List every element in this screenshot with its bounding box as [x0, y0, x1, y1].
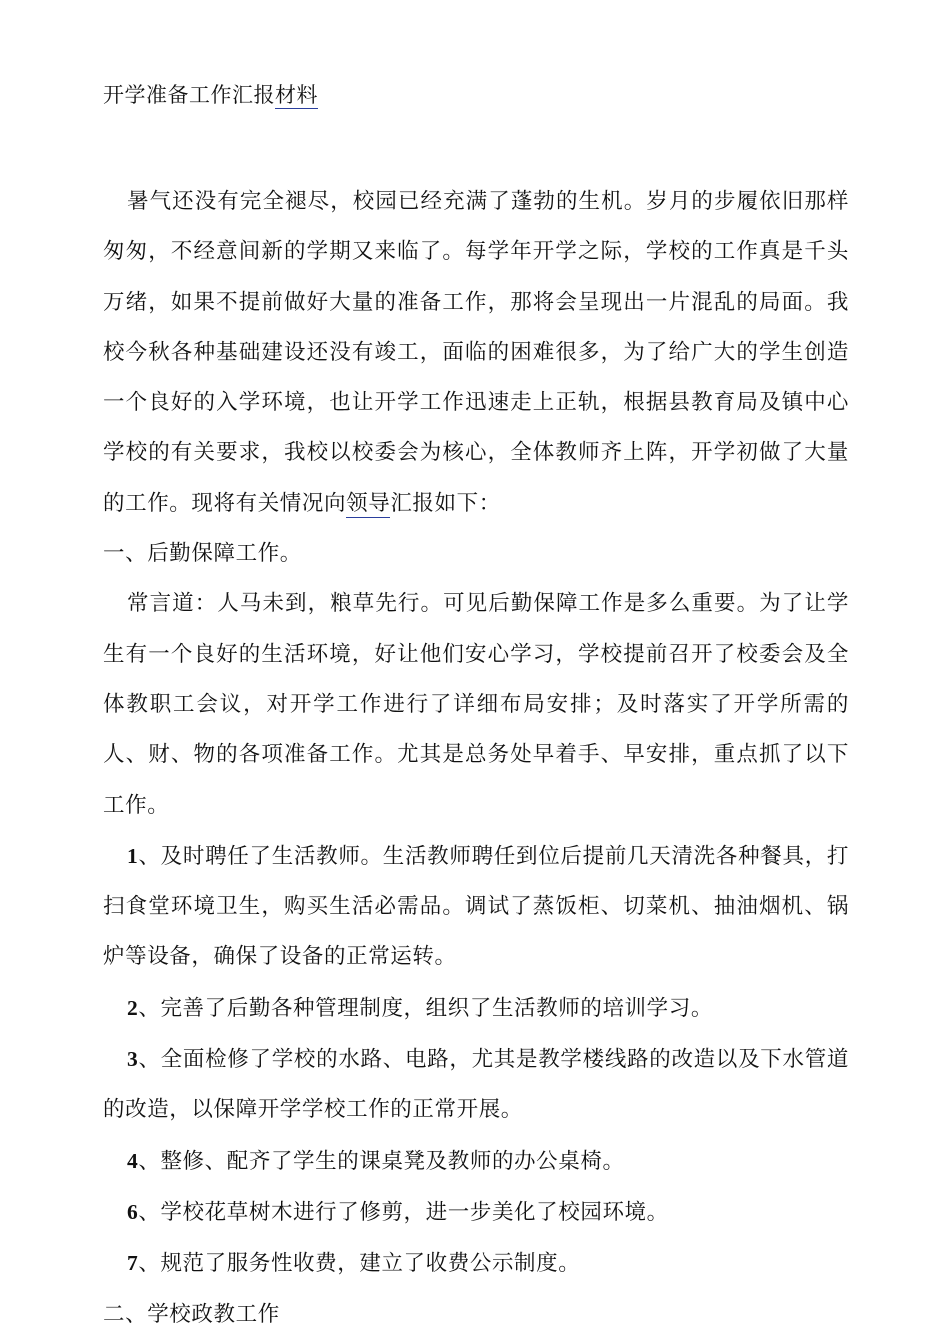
item-text: 、及时聘任了生活教师。生活教师聘任到位后提前几天清洗各种餐具，打扫食堂环境卫生，购买生活必需品。调试了蒸饭柜、切菜机、抽油烟机、锅炉等设备，确保了设备的正常运转。 — [103, 843, 849, 970]
item-number: 7 — [127, 1251, 139, 1276]
intro-text: 暑气还没有完全褪尽，校园已经充满了蓬勃的生机。岁月的步履依旧那样匆匆，不经意间新的学期又来临了。每学年开学之际，学校的工作真是千头万绪，如果不提前做好大量的准备工作，那将会呈现出一片混乱的局面。我校今秋各种基础建设还没有竣工，面临的困难很多，为了给广大的学生创造一个良好的入学环境，也让开学工作迅速走上正轨，根据县教育局及镇中心学校的有关要求，我校以校委会为核心，全体教师齐上阵，开学初做了大量的工作。现将有关情况向 — [103, 189, 849, 516]
section1-intro-paragraph: 常言道：人马未到，粮草先行。可见后勤保障工作是多么重要。为了让学生有一个良好的生活环境，好让他们安心学习，学校提前召开了校委会及全体教职工会议，对开学工作进行了详细布局安排；及时落实了开学所需的人、财、物的各项准备工作。尤其是总务处早着手、早安排，重点抓了以下工作。 — [103, 591, 849, 818]
intro-paragraph — [103, 177, 849, 529]
section-heading-2: 二、学校政教工作 — [103, 1301, 280, 1327]
item-number: 6 — [127, 1199, 139, 1224]
list-item — [103, 1034, 849, 1136]
section-heading-1: 一、后勤保障工作。 — [103, 541, 302, 567]
item-number: 3 — [127, 1047, 139, 1072]
item-text: 、完善了后勤各种管理制度，组织了生活教师的培训学习。 — [138, 995, 713, 1021]
list-item — [103, 831, 849, 983]
item-text: 、全面检修了学校的水路、电路，尤其是教学楼线路的改造以及下水管道的改造，以保障开学学校工作的正常开展。 — [103, 1047, 849, 1123]
intro-underlined-text: 领导 — [346, 490, 391, 516]
document-title — [103, 78, 849, 112]
item-number: 4 — [127, 1148, 139, 1173]
list-item — [103, 983, 849, 1034]
list-item — [103, 1187, 849, 1238]
item-number: 2 — [127, 995, 139, 1020]
list-item — [103, 1238, 849, 1289]
intro-text-end: 汇报如下： — [390, 490, 501, 516]
item-number: 1 — [127, 843, 139, 868]
item-text: 、学校花草树木进行了修剪，进一步美化了校园环境。 — [138, 1199, 669, 1225]
title-text: 开学准备工作汇报 — [103, 83, 275, 107]
list-item — [103, 1136, 849, 1187]
item-text: 、规范了服务性收费，建立了收费公示制度。 — [138, 1251, 581, 1277]
item-text: 、整修、配齐了学生的课桌凳及教师的办公桌椅。 — [138, 1148, 625, 1174]
title-underlined-text: 材料 — [275, 83, 318, 107]
document-page — [103, 78, 849, 1340]
